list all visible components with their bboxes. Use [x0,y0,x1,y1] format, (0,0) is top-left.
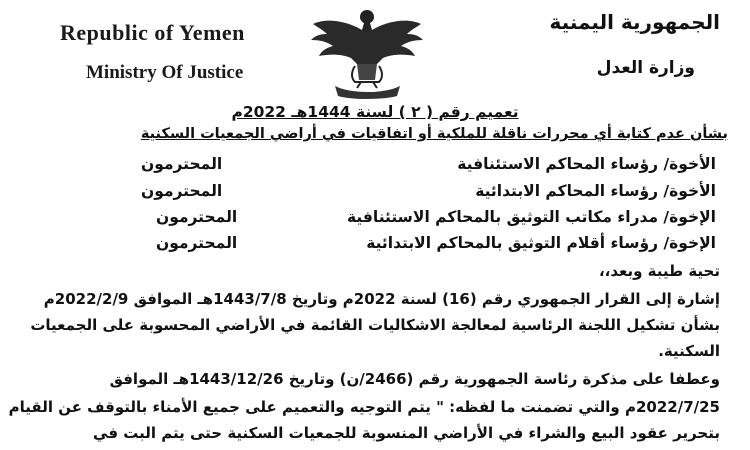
recipient-row [116,155,716,177]
header-ministry-arabic: وزارة العدل [596,58,695,78]
body-line: 2022/7/25م والتي تضمنت ما لفظه: " يتم التوجيه والتعميم على جميع الأمناء بالتوقف عن القيام [8,398,720,416]
circular-number-title: تعميم رقم ( ٢ ) لسنة 1444هـ 2022م [231,103,519,121]
recipient-honorific: المحترمون [141,182,223,200]
body-line: السكنية. [658,342,720,360]
body-line: إشارة إلى القرار الجمهوري رقم (16) لسنة 2022م وتاريخ 1443/7/8هـ الموافق 2022/2/9م [43,290,720,308]
greeting: تحية طيبة وبعد،، [598,262,720,280]
recipient-honorific: المحترمون [156,208,238,226]
recipient-name: الإخوة/ مدراء مكاتب التوثيق بالمحاكم الاستئنافية [347,208,716,226]
header-republic-english: Republic of Yemen [60,20,245,45]
header-ministry-english: Ministry Of Justice [86,62,244,83]
body-line: بتحرير عقود البيع والشراء في الأراضي المنسوبة للجمعيات السكنية حتى يتم البت في [93,424,720,442]
recipient-name: الأخوة/ رؤساء المحاكم الابتدائية [475,182,716,200]
circular-subject: بشأن عدم كتابة أي محررات ناقلة للملكية أو اتفاقيات في أراضي الجمعيات السكنية [140,126,728,142]
body-line: وعطفا على مذكرة رئاسة الجمهورية رقم (2466/ن) وتاريخ 1443/12/26هـ الموافق [109,370,720,388]
recipient-name: الإخوة/ رؤساء أقلام التوثيق بالمحاكم الابتدائية [366,234,716,252]
recipient-name: الأخوة/ رؤساء المحاكم الاستئنافية [457,155,716,173]
recipient-row [116,208,716,230]
header-republic-arabic: الجمهورية اليمنية [549,10,720,34]
body-line: بشأن تشكيل اللجنة الرئاسية لمعالجة الاشكاليات القائمة في الأراضي المحسوبة على الجمعيات [30,316,720,334]
yemen-eagle-emblem-icon [305,0,430,104]
recipient-row [116,234,716,256]
recipient-honorific: المحترمون [141,155,223,173]
recipient-honorific: المحترمون [156,234,238,252]
recipient-row [116,182,716,204]
